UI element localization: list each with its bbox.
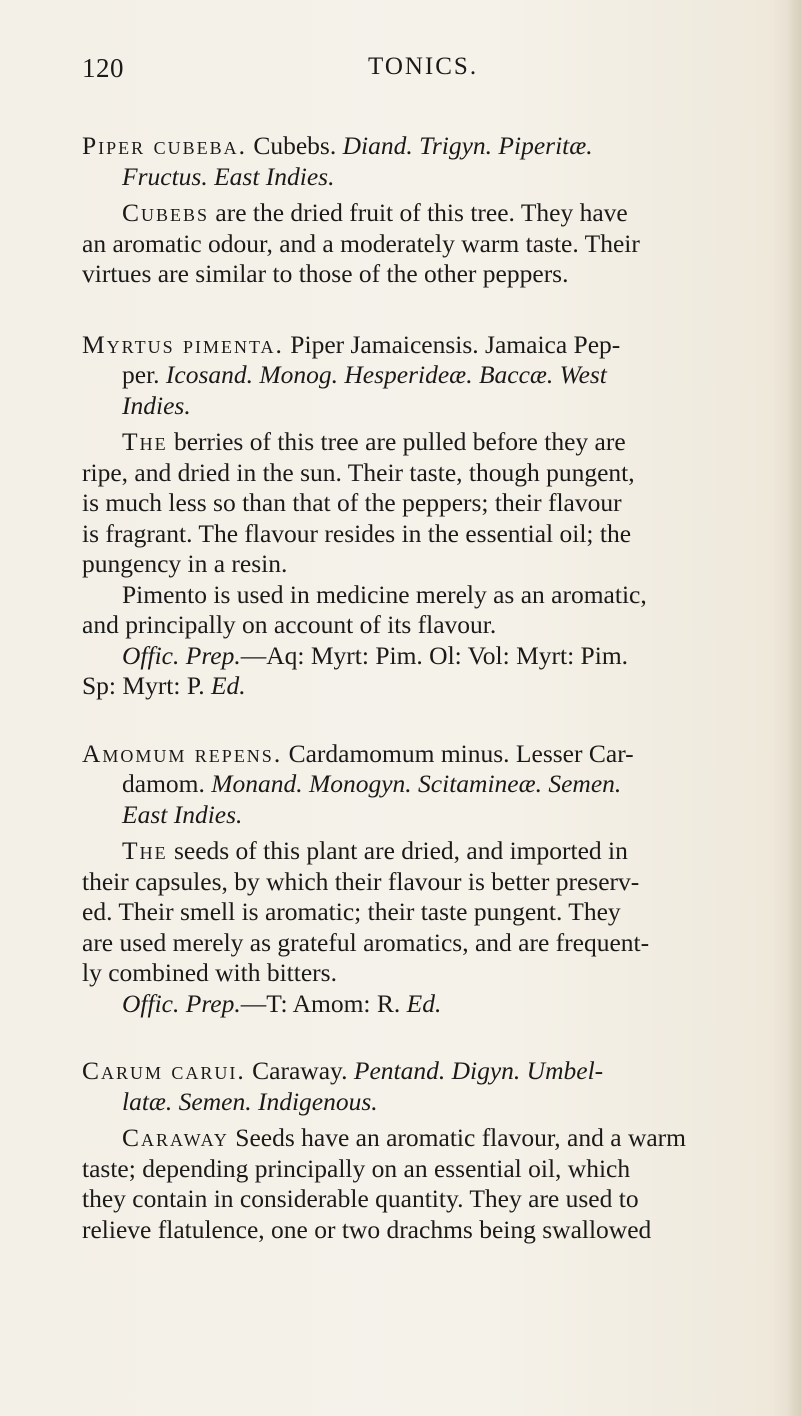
paragraph-text: —T: Amom: R. bbox=[240, 988, 407, 1018]
paragraph-lead: Caraway bbox=[122, 1123, 229, 1152]
paragraph-lead: The bbox=[122, 427, 168, 456]
paragraph-line: are used merely as grateful aromatics, and are frequent- bbox=[82, 927, 650, 957]
entry-classification: Indies. bbox=[122, 390, 191, 420]
paragraph-text: are the dried fruit of this tree. They have bbox=[209, 198, 628, 227]
entry-classification: Diand. Trigyn. Piperitæ. bbox=[342, 131, 593, 160]
entry-common-name: damom. bbox=[122, 769, 212, 798]
entry-heading-line bbox=[82, 131, 742, 162]
paragraph-line bbox=[82, 836, 742, 867]
paragraph-line: ed. Their smell is aromatic; their taste pungent. They bbox=[82, 897, 621, 926]
page-body bbox=[82, 131, 742, 1245]
entry-heading-line bbox=[82, 391, 742, 422]
paragraph-line: is fragrant. The flavour resides in the essential oil; the bbox=[82, 518, 632, 548]
entry-classification: latæ. Semen. Indigenous. bbox=[122, 1086, 378, 1116]
entry-carum-carui bbox=[82, 1056, 742, 1245]
edition-mark: Ed. bbox=[406, 988, 442, 1018]
entry-common-name: per. bbox=[122, 360, 166, 389]
entry-classification: Pentand. Digyn. Umbel- bbox=[353, 1056, 604, 1085]
paragraph-text: berries of this tree are pulled before they are bbox=[167, 427, 626, 456]
paragraph-line: ripe, and dried in the sun. Their taste, though pungent, bbox=[82, 457, 635, 487]
entry-latin-name: Piper cubeba. bbox=[82, 131, 247, 160]
entry-classification: Fructus. East Indies. bbox=[122, 161, 335, 191]
page-number: 120 bbox=[82, 53, 124, 83]
paragraph-line: taste; depending principally on an essential oil, which bbox=[82, 1153, 631, 1183]
entry-latin-name: Carum carui. bbox=[82, 1056, 246, 1085]
paragraph-line: their capsules, by which their flavour is better preserv- bbox=[82, 866, 640, 896]
paragraph-line bbox=[82, 641, 742, 672]
entry-heading-line bbox=[82, 360, 742, 391]
entry-amomum-repens bbox=[82, 739, 742, 1020]
entry-heading-line bbox=[82, 1087, 742, 1118]
paragraph-line bbox=[82, 427, 742, 458]
paragraph-text: seeds of this plant are dried, and imported in bbox=[167, 836, 628, 865]
entry-classification: Icosand. Monog. Hesperideæ. Baccæ. West bbox=[165, 360, 607, 389]
entry-piper-cubeba bbox=[82, 131, 742, 290]
preparation-label: Offic. Prep. bbox=[122, 988, 241, 1018]
entry-heading-line bbox=[82, 162, 742, 193]
paragraph-line: is much less so than that of the peppers; their flavour bbox=[82, 488, 622, 517]
paragraph-line: Pimento is used in medicine merely as an aromatic, bbox=[122, 579, 647, 609]
entry-heading-line bbox=[82, 800, 742, 831]
paragraph-text: —Aq: Myrt: Pim. Ol: Vol: Myrt: Pim. bbox=[240, 640, 629, 670]
entry-classification: East Indies. bbox=[122, 799, 243, 829]
entry-heading-line bbox=[82, 769, 742, 800]
paragraph-line: ly combined with bitters. bbox=[82, 958, 337, 987]
running-title: TONICS. bbox=[368, 53, 479, 80]
paragraph-line: and principally on account of its flavour. bbox=[82, 610, 497, 639]
paragraph-line: pungency in a resin. bbox=[82, 549, 288, 578]
entry-classification: Monand. Monogyn. Scitamineæ. Semen. bbox=[211, 769, 622, 798]
paragraph-text: Seeds have an aromatic flavour, and a warm bbox=[228, 1123, 687, 1152]
paragraph-line bbox=[82, 198, 742, 229]
paragraph-lead: The bbox=[122, 836, 168, 865]
preparation-label: Offic. Prep. bbox=[122, 640, 241, 670]
entry-heading-line bbox=[82, 739, 742, 770]
paragraph-line bbox=[82, 671, 742, 702]
entry-common-name: Caraway. bbox=[245, 1056, 354, 1085]
entry-common-name: Piper Jamaicensis. Jamaica Pep- bbox=[283, 329, 621, 359]
entry-heading-line bbox=[82, 1056, 742, 1087]
entry-latin-name: Amomum repens. bbox=[82, 738, 283, 768]
entry-latin-name: Myrtus pimenta. bbox=[82, 329, 284, 359]
paragraph-lead: Cubebs bbox=[122, 198, 210, 227]
paragraph-line: virtues are similar to those of the other peppers. bbox=[82, 259, 569, 288]
paragraph-line: relieve flatulence, one or two drachms being swallowed bbox=[82, 1214, 652, 1244]
paragraph-line bbox=[82, 1123, 742, 1154]
paragraph-text: Sp: Myrt: P. bbox=[82, 671, 211, 700]
paragraph-line bbox=[82, 989, 742, 1020]
paragraph-line: they contain in considerable quantity. They are used to bbox=[82, 1184, 639, 1213]
edition-mark: Ed. bbox=[210, 671, 246, 700]
running-header bbox=[0, 53, 801, 89]
entry-common-name: Cubebs. bbox=[246, 131, 343, 160]
entry-myrtus-pimenta bbox=[82, 330, 742, 702]
entry-heading-line bbox=[82, 330, 742, 361]
entry-common-name: Cardamomum minus. Lesser Car- bbox=[282, 738, 634, 768]
paragraph-line: an aromatic odour, and a moderately warm taste. Their bbox=[82, 228, 640, 258]
page-edge-shadow bbox=[787, 0, 801, 1416]
